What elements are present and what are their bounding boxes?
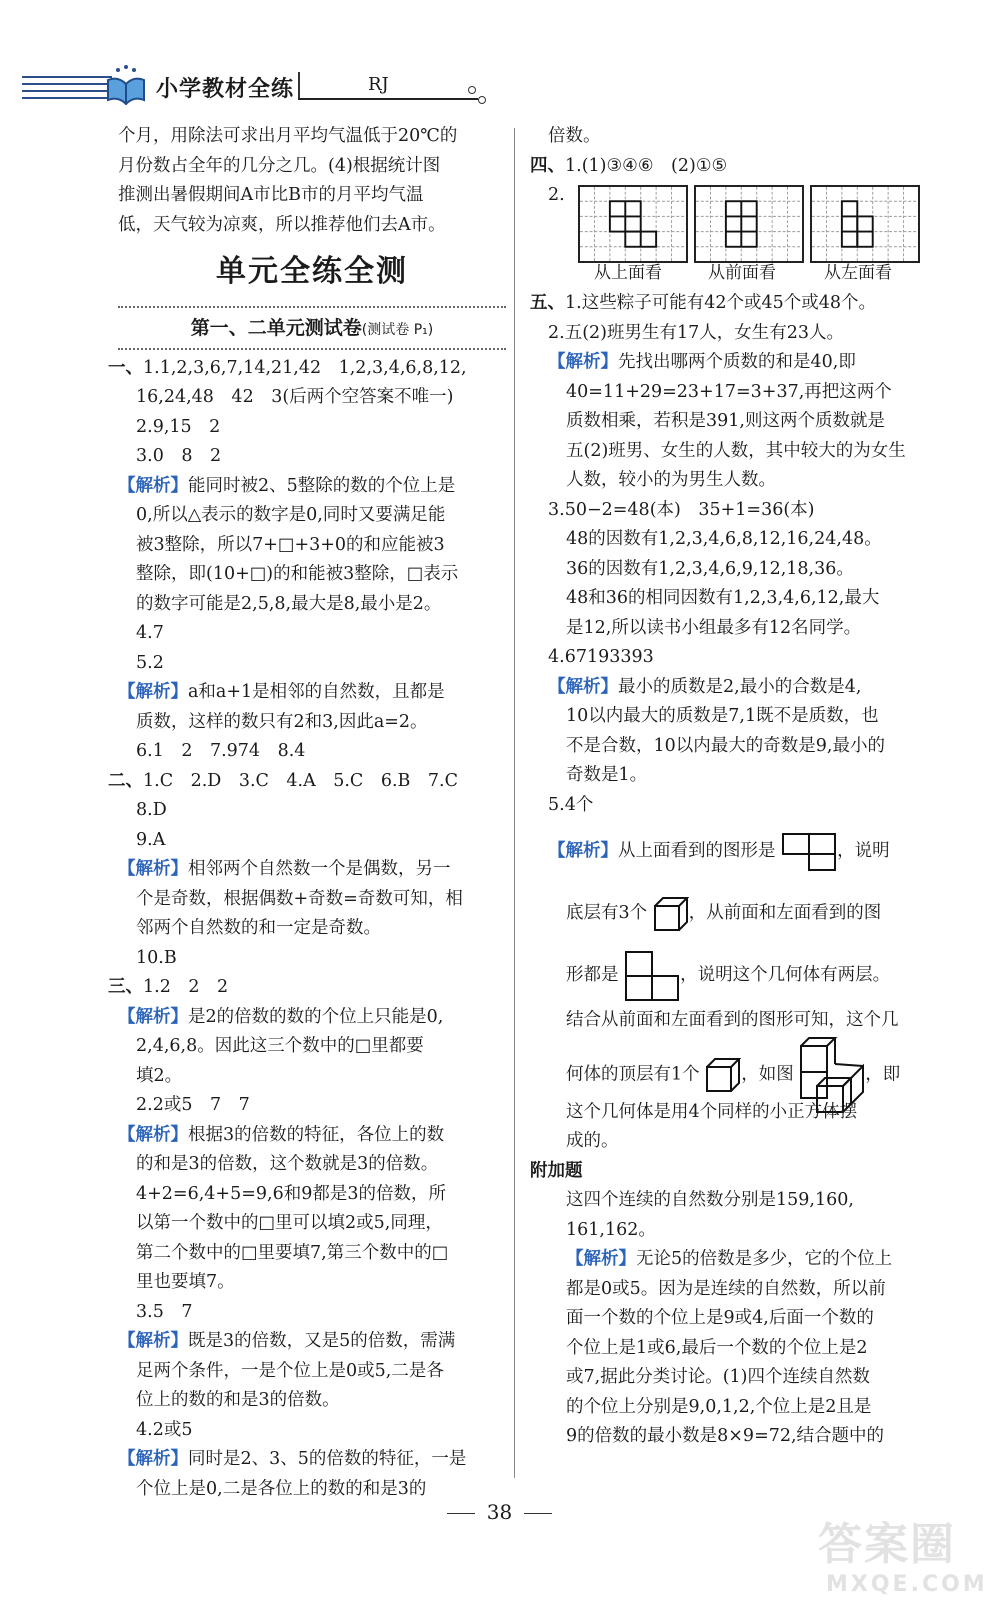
explanation-line: 【解析】既是3的倍数，又是5的倍数，需满	[118, 1331, 456, 1351]
explanation-line: 【解析】先找出哪两个质数的和是40,即	[548, 352, 856, 372]
explanation-line: 【解析】相邻两个自然数一个是偶数，另一	[118, 859, 451, 879]
explanation-line: 都是0或5。因为是连续的自然数，所以前	[566, 1278, 886, 1299]
answer-line: 2.9,15 2	[136, 416, 221, 437]
extra-title: 附加题	[530, 1160, 583, 1181]
explanation-line: 的和是3的倍数，这个数就是3的倍数。	[136, 1154, 439, 1174]
explanation-line: 个位上是1或6,最后一个数的个位上是2	[566, 1337, 868, 1358]
explanation-line: 被3整除，所以7+□+3+0的和应能被3	[136, 534, 445, 555]
explanation-line: 质数，这样的数只有2和3,因此a=2。	[136, 711, 428, 732]
explanation-line: 五(2)班男、女生的人数，其中较大的为女生	[566, 440, 906, 461]
explanation-line: 【解析】最小的质数是2,最小的合数是4,	[548, 676, 862, 697]
answer-line: 这四个连续的自然数分别是159,160,	[566, 1190, 854, 1210]
answer-line: 倍数。	[548, 126, 601, 146]
view-label: 从前面看	[708, 263, 776, 283]
explanation-line: 或7,据此分类讨论。(1)四个连续自然数	[566, 1367, 870, 1387]
answer-line: 2.五(2)班男生有17人，女生有23人。	[548, 322, 845, 343]
answer-line: 三、1.2 2 2	[108, 977, 229, 997]
explanation-line: 结合从前面和左面看到的图形可知，这个几	[566, 1010, 899, 1030]
explanation-line: 位上的数的和是3的倍数。	[136, 1390, 340, 1410]
answer-line: 16,24,48 42 3(后两个空答案不唯一)	[136, 387, 454, 407]
answer-line: 48和36的相同因数有1,2,3,4,6,12,最大	[566, 588, 880, 608]
explanation-line: 【解析】a和a+1是相邻的自然数，且都是	[118, 682, 445, 702]
left-column	[108, 122, 506, 1504]
dotted-rule	[118, 348, 506, 350]
answer-line: 48的因数有1,2,3,4,6,8,12,16,24,48。	[566, 529, 882, 549]
answer-line: 5.2	[136, 652, 164, 673]
explanation-line: 人数，较小的为男生人数。	[566, 470, 776, 490]
page-header	[18, 62, 488, 112]
explanation-line: 奇数是1。	[566, 765, 648, 785]
explanation-line: 邻两个自然数的和一定是奇数。	[136, 918, 381, 938]
view-label: 从左面看	[824, 263, 892, 283]
explanation-line: 形都是 ，说明这个几何体有两层。	[530, 944, 930, 1006]
explanation-line: 足两个条件，一是个位上是0或5,二是各	[136, 1360, 444, 1381]
header-ornament-circle	[478, 96, 486, 104]
answer-line: 一、1.1,2,3,6,7,14,21,42 1,2,3,4,6,8,12,	[108, 357, 467, 378]
small-cube-icon	[653, 896, 689, 932]
explanation-line: 这个几何体是用4个同样的小正方体摆	[566, 1101, 858, 1122]
intro-line: 推测出暑假期间A市比B市的月平均气温	[118, 185, 424, 205]
header-edition: RJ	[368, 74, 389, 95]
header-underline	[298, 98, 478, 100]
answer-line: 8.D	[136, 800, 167, 820]
view-grid-front	[694, 185, 804, 263]
explanation-line: 的个位上分别是9,0,1,2,个位上是2且是	[566, 1396, 872, 1417]
column-divider	[514, 128, 515, 1478]
answer-line: 2.	[548, 185, 565, 205]
answer-line: 4.67193393	[548, 647, 654, 667]
explanation-line: 个位上是0,二是各位上的数的和是3的	[136, 1478, 427, 1499]
explanation-line: 底层有3个 ，从前面和左面看到的图	[530, 882, 930, 944]
view-grid-top	[578, 185, 688, 263]
book-logo-icon	[104, 64, 148, 106]
answer-line: 五、1.这些粽子可能有42个或45个或48个。	[530, 293, 876, 313]
answer-line: 6.1 2 7.974 8.4	[136, 741, 306, 761]
answer-line: 9.A	[136, 829, 166, 850]
intro-line: 月份数占全年的几分之几。(4)根据统计图	[118, 155, 441, 176]
explanation-line: 整除，即(10+□)的和能被3整除，□表示	[136, 564, 459, 584]
explanation-line: 【解析】从上面看到的图形是 ，说明	[530, 820, 930, 882]
answer-line: 3.0 8 2	[136, 446, 222, 466]
answer-line: 4.7	[136, 623, 164, 643]
header-rules	[22, 76, 112, 104]
test-title: 第一、二单元测试卷(测试卷 P₁)	[190, 317, 434, 339]
explanation-line: 以第一个数中的□里可以填2或5,同理，	[136, 1213, 443, 1233]
intro-line: 低，天气较为凉爽，所以推荐他们去A市。	[118, 214, 446, 235]
explanation-line: 质数相乘，若积是391,则这两个质数就是	[566, 411, 885, 431]
dotted-rule	[118, 306, 506, 308]
footer-dash	[447, 1513, 475, 1515]
explanation-line: 2,4,6,8。因此这三个数中的□里都要	[136, 1036, 424, 1056]
section-title: 单元全练全测	[216, 254, 408, 289]
top-view-shape-icon	[781, 832, 837, 872]
explanation-line: 成的。	[566, 1131, 619, 1151]
page-number: 38	[486, 1500, 513, 1524]
intro-line: 个月，用除法可求出月平均气温低于20℃的	[118, 126, 458, 146]
answer-line: 3.5 7	[136, 1301, 193, 1322]
view-grid-left	[810, 185, 920, 263]
answer-line: 2.2或5 7 7	[136, 1095, 250, 1115]
answer-line: 二、1.C 2.D 3.C 4.A 5.C 6.B 7.C	[108, 770, 458, 791]
explanation-line: 填2。	[136, 1065, 183, 1086]
explanation-line: 第二个数中的□里要填7,第三个数中的□	[136, 1242, 449, 1263]
explanation-line: 【解析】同时是2、3、5的倍数的特征，一是	[118, 1449, 467, 1469]
header-divider	[298, 72, 300, 98]
explanation-line: 【解析】无论5的倍数是多少，它的个位上	[566, 1249, 893, 1269]
answer-line: 4.2或5	[136, 1419, 193, 1440]
explanation-line: 个是奇数，根据偶数+奇数=奇数可知，相	[136, 888, 463, 909]
explanation-line: 何体的顶层有1个 ，如图 ，即	[530, 1036, 930, 1098]
explanation-line: 不是合数，10以内最大的奇数是9,最小的	[566, 735, 885, 756]
explanation-line: 4+2=6,4+5=9,6和9都是3的倍数，所	[136, 1183, 446, 1204]
answer-line: 161,162。	[566, 1219, 656, 1240]
explanation-line: 10以内最大的质数是7,1既不是质数，也	[566, 706, 879, 726]
explanation-line: 的数字可能是2,5,8,最大是8,最小是2。	[136, 593, 442, 614]
answer-line: 3.50−2=48(本) 35+1=36(本)	[548, 499, 815, 520]
answer-line: 5.4个	[548, 794, 594, 815]
explanation-line: 面一个数的个位上是9或4,后面一个数的	[566, 1308, 874, 1328]
answer-line: 是12,所以读书小组最多有12名同学。	[566, 617, 862, 638]
explanation-line: 0,所以△表示的数字是0,同时又要满足能	[136, 505, 446, 525]
explanation-line: 【解析】根据3的倍数的特征，各位上的数	[118, 1124, 445, 1145]
explanation-line: 9的倍数的最小数是8×9=72,结合题中的	[566, 1426, 885, 1446]
answer-line: 四、1.(1)③④⑥ (2)①⑤	[530, 155, 728, 176]
view-label: 从上面看	[594, 263, 662, 283]
answer-line: 10.B	[136, 947, 177, 968]
front-view-shape-icon	[624, 950, 680, 1002]
explanation-line: 40=11+29=23+17=3+37,再把这两个	[566, 381, 892, 402]
header-title: 小学教材全练	[156, 77, 295, 102]
explanation-line: 里也要填7。	[136, 1272, 235, 1292]
explanation-line: 【解析】能同时被2、5整除的数的个位上是	[118, 475, 456, 496]
footer-dash	[524, 1513, 552, 1515]
small-cube-icon	[705, 1057, 741, 1093]
header-ornament-circle	[468, 86, 476, 94]
explanation-line: 【解析】是2的倍数的数的个位上只能是0,	[118, 1006, 444, 1027]
right-column	[530, 122, 930, 1452]
three-views-figure	[530, 181, 930, 289]
watermark-logo: 答案圈 MXQE.COM	[818, 1519, 988, 1597]
answer-line: 36的因数有1,2,3,4,6,9,12,18,36。	[566, 558, 854, 579]
